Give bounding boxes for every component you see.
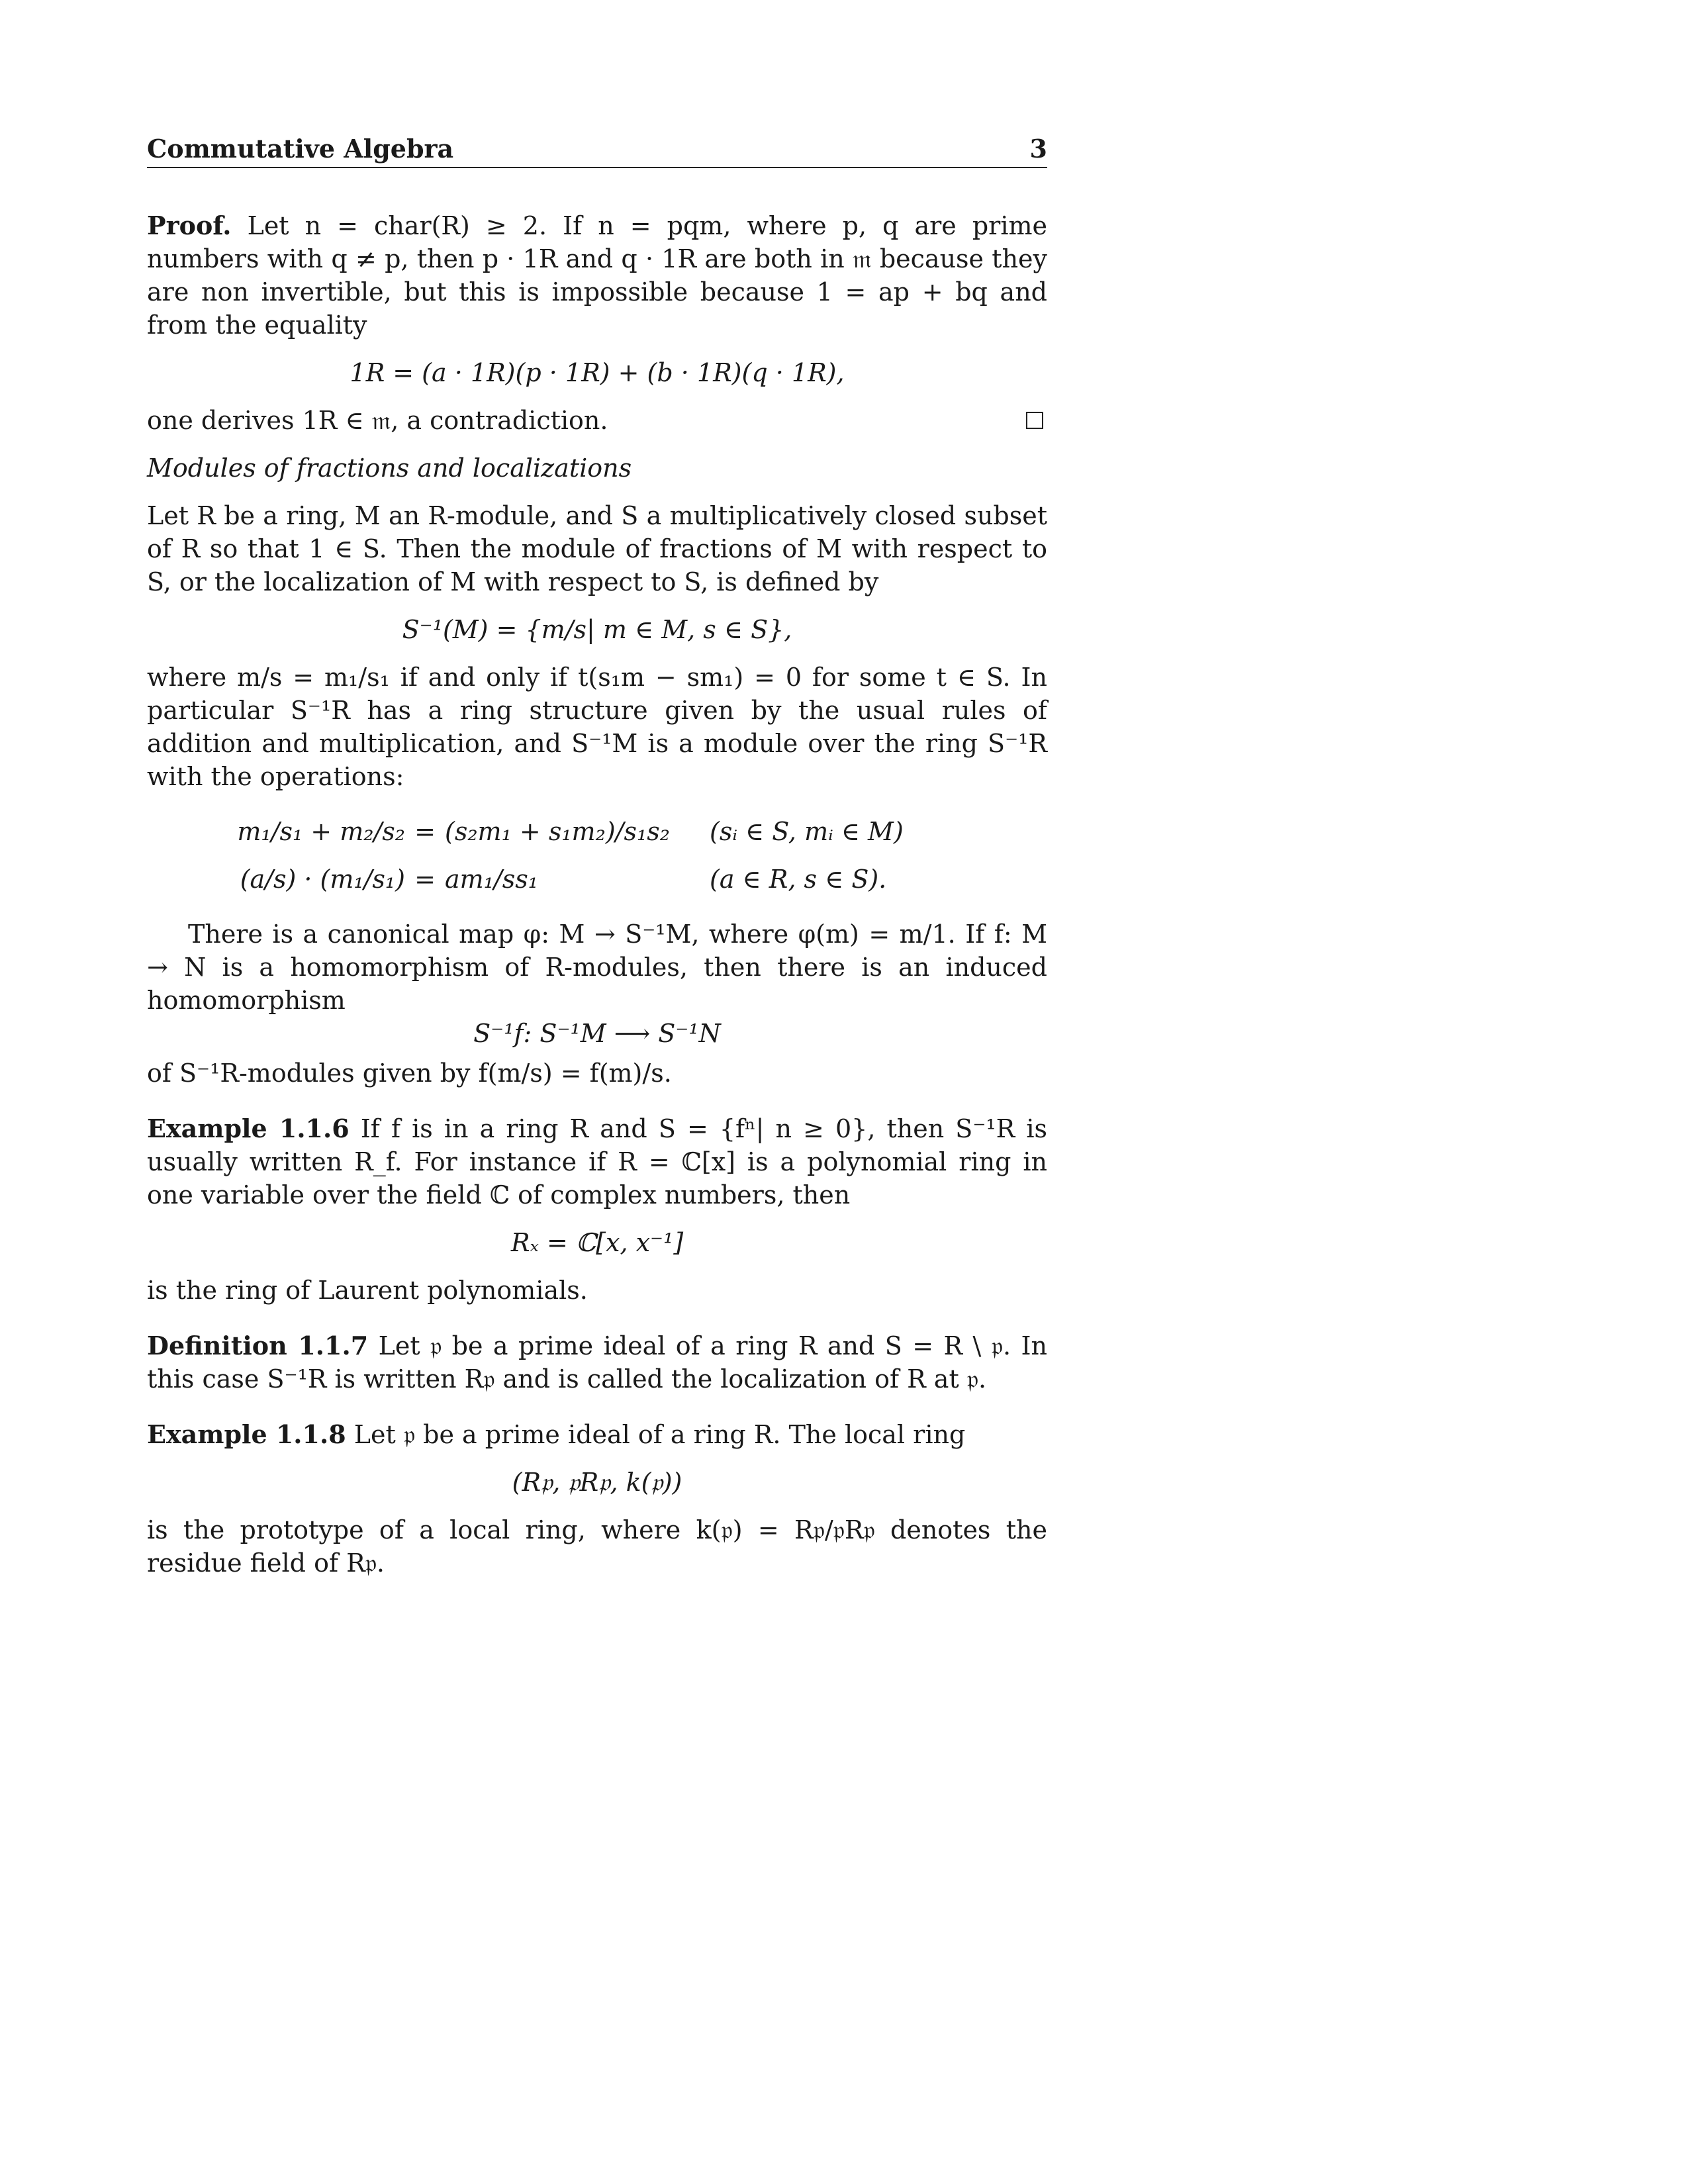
proof-text: Let n = char(R) ≥ 2. If n = pqm, where p, q are prime numbers with q ≠ p, then p · 1R and q · 1R are both in 𝔪 because they are non invertible, but this is impossible because 1 = ap + bq and from the equality [147, 211, 1047, 340]
qed-icon [1026, 412, 1043, 429]
operation-rhs: (s₂m₁ + s₁m₂)/s₁s₂ [445, 817, 670, 846]
section-paragraph-3: There is a canonical map φ: M → S⁻¹M, where φ(m) = m/1. If f: M → N is a homomorphism of R-modules, then there is an induced homomorphism [147, 920, 1047, 1015]
definition-1-1-7 [147, 1329, 1047, 1396]
operation-eq: = [414, 865, 436, 894]
example-label: Example 1.1.8 [147, 1419, 346, 1449]
operations-equations [147, 808, 1047, 903]
section-title: Modules of fractions and localizations [147, 453, 632, 483]
local-ring-equation: (R𝔭, 𝔭R𝔭, k(𝔭)) [512, 1468, 682, 1497]
example-label: Example 1.1.6 [147, 1114, 350, 1143]
operation-row [147, 808, 1047, 855]
example-1-1-6 [147, 1112, 1047, 1211]
definition-label: Definition 1.1.7 [147, 1331, 369, 1360]
proof-equation: 1R = (a · 1R)(p · 1R) + (b · 1R)(q · 1R), [350, 358, 845, 387]
example-text: If f is in a ring R and S = {fⁿ| n ≥ 0}, then S⁻¹R is usually written R_f. For instance if R = ℂ[x] is a polynomial ring in one variable over the field ℂ of complex numbers, then [147, 1114, 1047, 1210]
operation-eq: = [414, 817, 436, 846]
fractions-definition-equation: S⁻¹(M) = {m/s| m ∈ M, s ∈ S}, [402, 615, 792, 644]
operation-condition: (a ∈ R, s ∈ S). [710, 865, 887, 894]
induced-map-equation: S⁻¹f: S⁻¹M ⟶ S⁻¹N [473, 1019, 721, 1048]
operation-condition: (sᵢ ∈ S, mᵢ ∈ M) [710, 817, 904, 846]
section-paragraph-4: of S⁻¹R-modules given by f(m/s) = f(m)/s. [147, 1059, 672, 1088]
example-text: Let 𝔭 be a prime ideal of a ring R. The local ring [353, 1420, 966, 1449]
operation-lhs: (a/s) · (m₁/s₁) [240, 865, 405, 894]
laurent-equation: Rₓ = ℂ[x, x⁻¹] [510, 1228, 684, 1257]
section-paragraph-2: where m/s = m₁/s₁ if and only if t(s₁m − sm₁) = 0 for some t ∈ S. In particular S⁻¹R has a ring structure given by the usual rules of addition and multiplication, and S⁻¹M is a module over the ring S⁻¹R with the operations: [147, 663, 1047, 791]
page-number: 3 [1029, 134, 1047, 164]
running-head [147, 132, 1047, 168]
example-1-1-8-after: is the prototype of a local ring, where k(𝔭) = R𝔭/𝔭R𝔭 denotes the residue field of R𝔭. [147, 1515, 1047, 1578]
proof-paragraph [147, 209, 1047, 342]
operation-rhs: am₁/ss₁ [445, 865, 538, 894]
running-title: Commutative Algebra [147, 134, 454, 164]
definition-text: Let 𝔭 be a prime ideal of a ring R and S = R \ 𝔭. In this case S⁻¹R is written R𝔭 and is called the localization of R at 𝔭. [147, 1331, 1047, 1394]
example-1-1-6-after: is the ring of Laurent polynomials. [147, 1276, 588, 1305]
proof-label: Proof. [147, 211, 232, 240]
operation-row [147, 855, 1047, 903]
section-paragraph-1: Let R be a ring, M an R-module, and S a multiplicatively closed subset of R so that 1 ∈ S. Then the module of fractions of M with respect to S, or the localization of M with respect to S, is defined by [147, 501, 1047, 596]
operation-lhs: m₁/s₁ + m₂/s₂ [237, 817, 405, 846]
proof-conclusion-line [147, 404, 1047, 437]
proof-conclusion: one derives 1R ∈ 𝔪, a contradiction. [147, 406, 608, 435]
example-1-1-8 [147, 1418, 1047, 1451]
page [147, 132, 1047, 1580]
